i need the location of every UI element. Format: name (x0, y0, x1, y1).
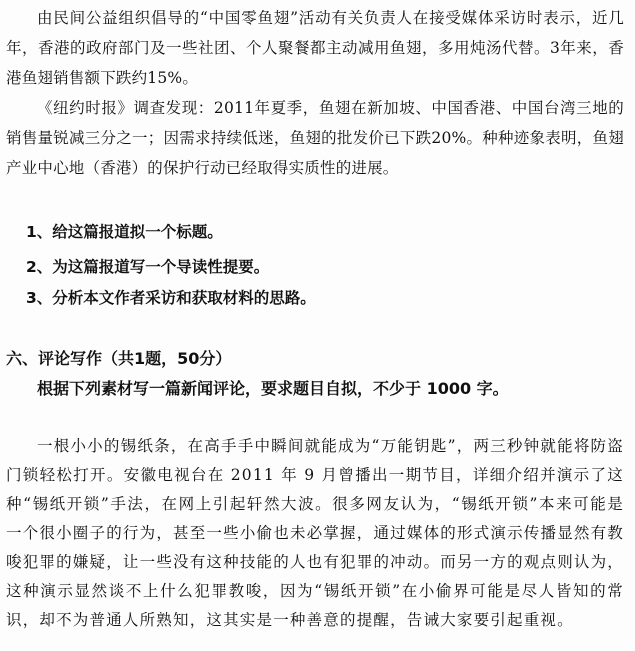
section-heading: 六、评论写作（共1题，50分） (6, 349, 232, 368)
material-paragraph: 一根小小的锡纸条，在高手手中瞬间就能成为“万能钥匙”，两三秒钟就能将防盗门锁轻松打开。安徽电视台在 2011 年 9 月曾播出一期节目，详细介绍并演示了这种“锡纸开锁”手法，在网上引起轩然大波。很多网友认为，“锡纸开锁”本来可能是一个很小圈子的行为，甚至一些小偷也未必掌握，通过媒体的形式演示传播显然有教唆犯罪的嫌疑，让一些没有这种技能的人也有犯罪的冲动。而另一方的观点则认为，这种演示显然谈不上什么犯罪教唆，因为“锡纸开锁”在小偷界可能是尽人皆知的常识，却不为普通人所熟知，这其实是一种善意的提醒，告诫大家要引起重视。 (6, 437, 624, 629)
question-1: 1、给这篇报道拟一个标题。 (26, 223, 223, 241)
question-3: 3、分析本文作者采访和获取材料的思路。 (26, 289, 316, 307)
writing-instruction: 根据下列素材写一篇新闻评论，要求题目自拟，不少于 1000 字。 (37, 379, 509, 398)
question-2: 2、为这篇报道写一个导读性提要。 (26, 258, 270, 276)
news-paragraph-2: 《纽约时报》调查发现：2011年夏季，鱼翅在新加坡、中国香港、中国台湾三地的销售量锐减三分之一；因需求持续低迷，鱼翅的批发价已下跌20%。种种迹象表明，鱼翅产业中心地（香港）的保护行动已经取得实质性的进展。 (6, 99, 624, 177)
news-paragraph-1: 由民间公益组织倡导的“中国零鱼翅”活动有关负责人在接受媒体采访时表示，近几年，香港的政府部门及一些社团、个人聚餐都主动减用鱼翅，多用炖汤代替。3年来，香港鱼翅销售额下跌约15%。 (6, 9, 624, 87)
